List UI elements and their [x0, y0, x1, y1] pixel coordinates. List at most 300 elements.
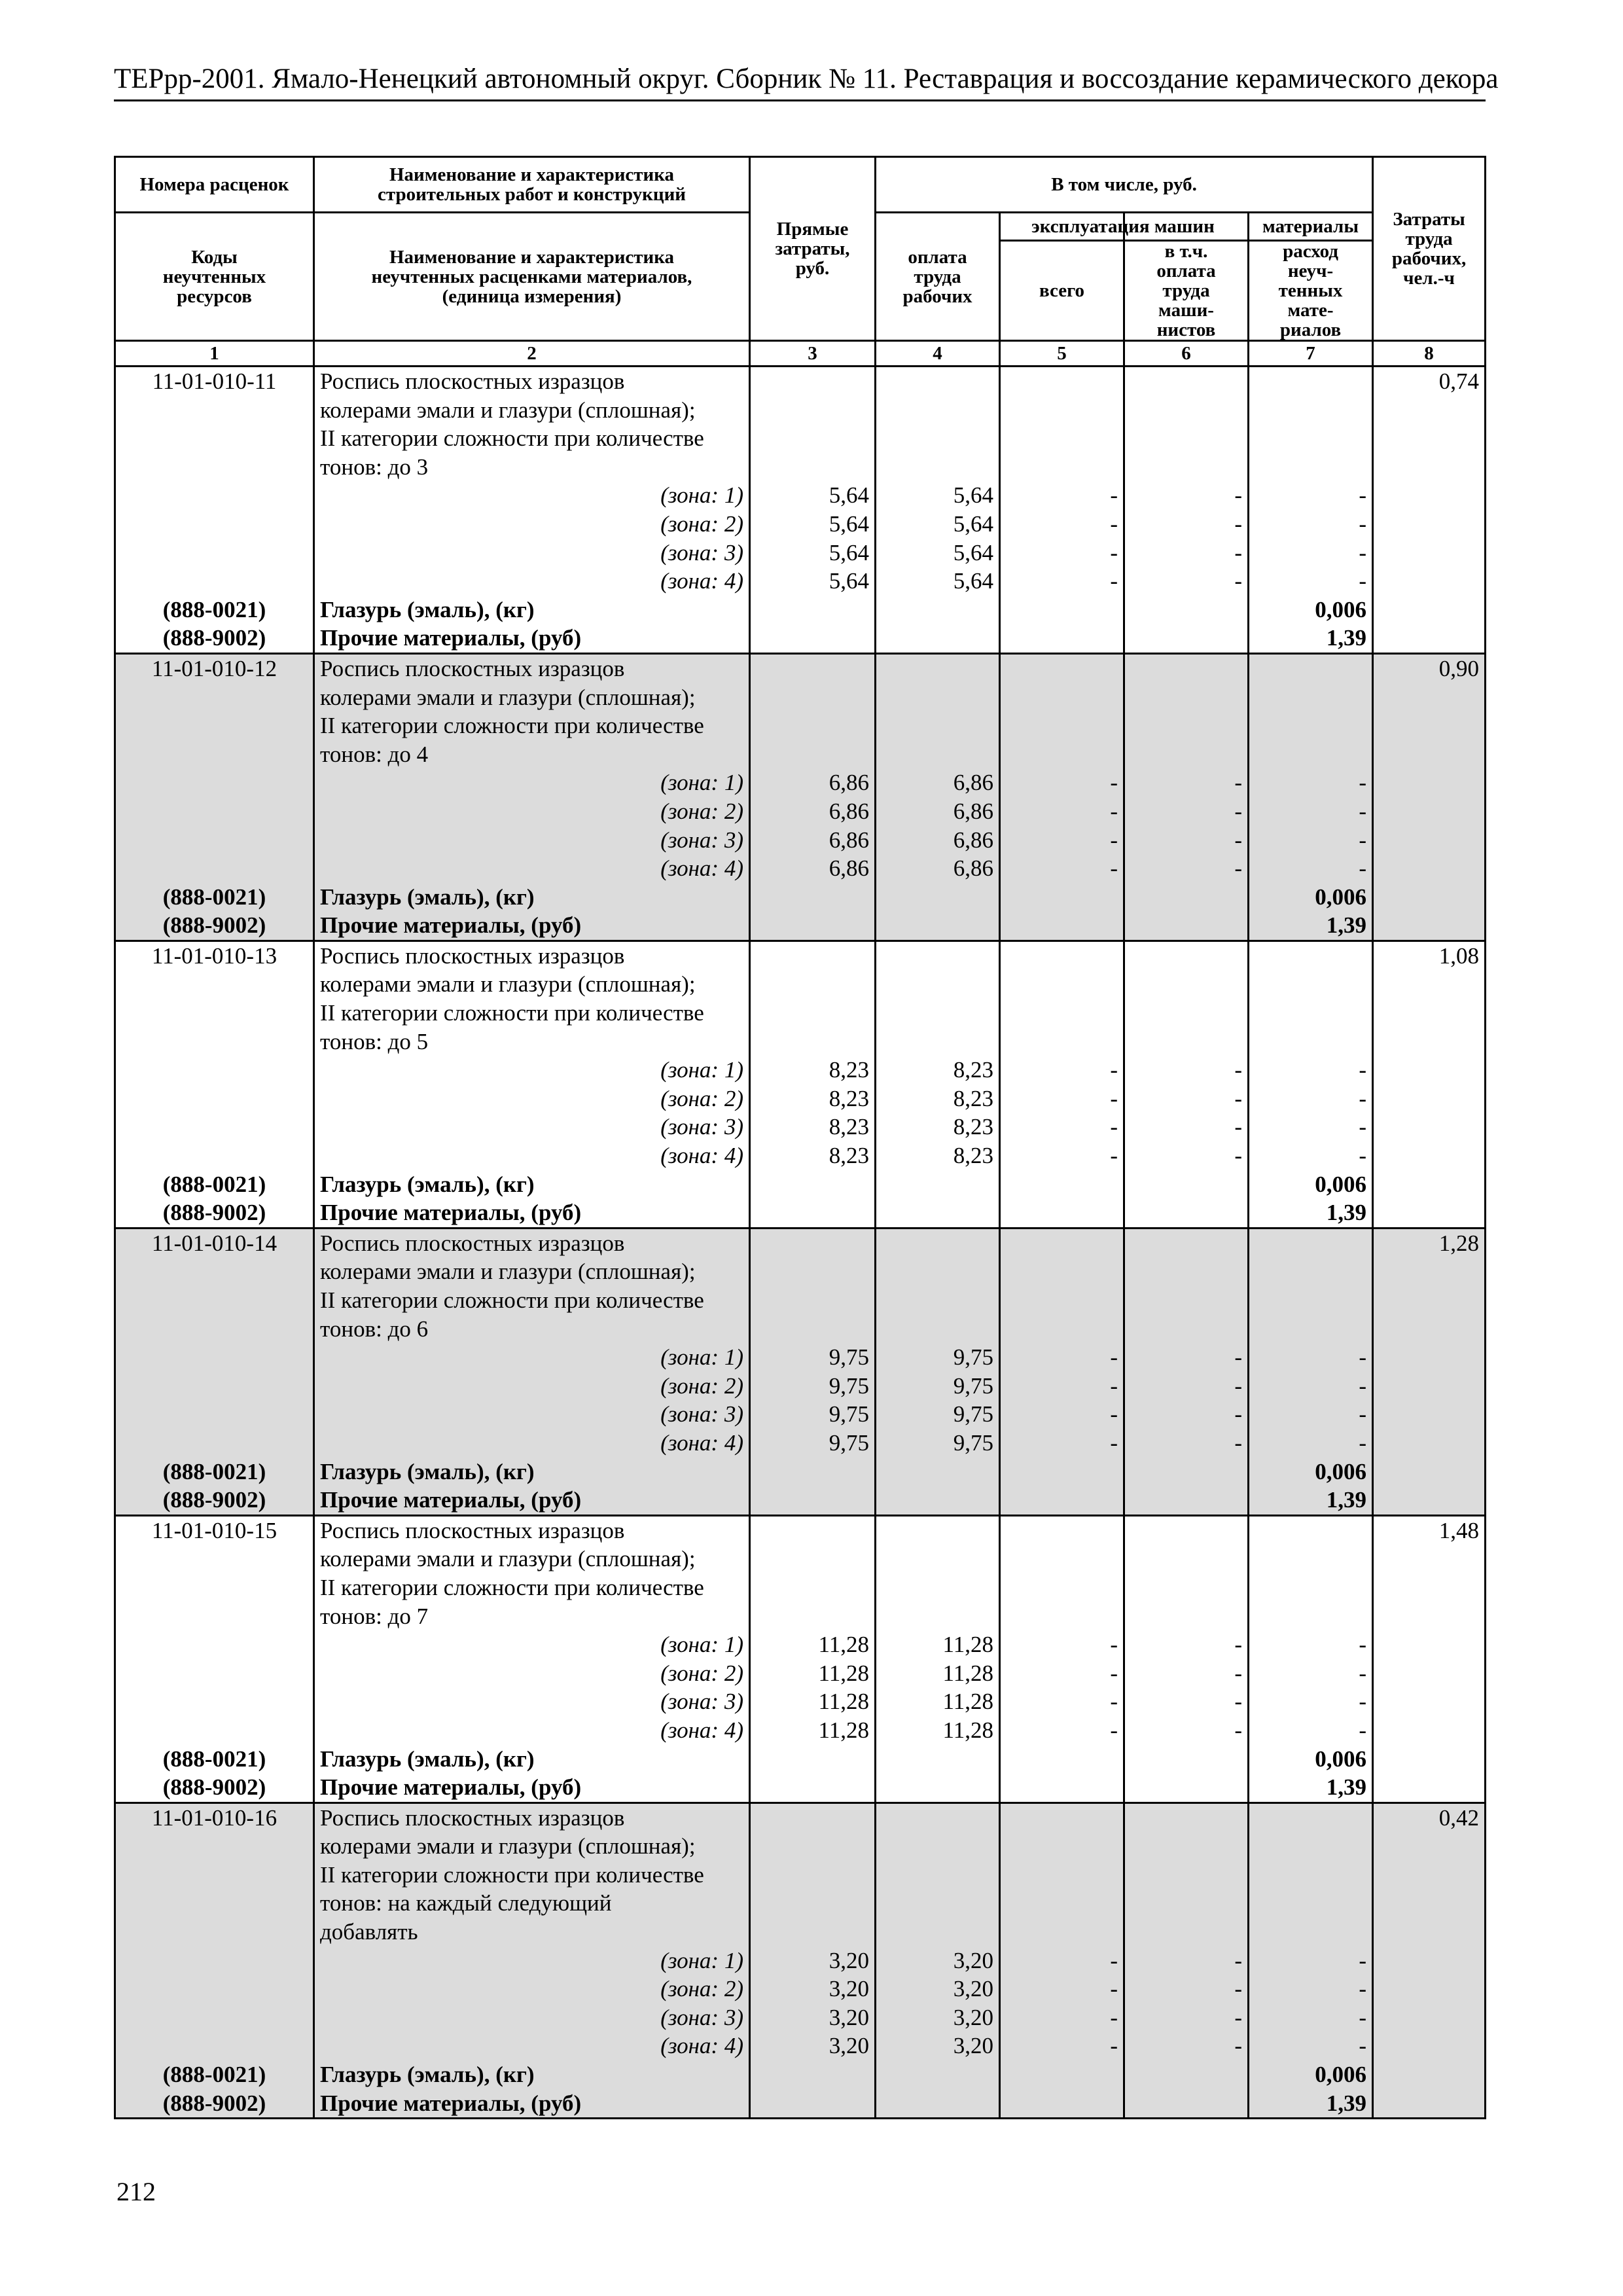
labor-cost-cell	[1373, 1228, 1486, 1515]
header-line: рабочих,	[1391, 248, 1467, 269]
header-line: ресурсов	[177, 285, 252, 307]
spacer	[1255, 1602, 1366, 1631]
machinist-pay-value: -	[1234, 770, 1242, 796]
spacer	[121, 1085, 308, 1113]
materials-usage-cell	[1249, 1803, 1373, 2119]
zone-label: (зона: 2)	[660, 1372, 743, 1399]
labor-cost-cell	[1373, 1515, 1486, 1803]
machines-header: эксплуатация машин	[1001, 213, 1245, 242]
materials-usage-value: -	[1359, 798, 1367, 824]
spacer	[121, 1918, 308, 1946]
direct-cost-value: 9,75	[829, 1344, 869, 1371]
spacer	[1255, 1545, 1366, 1573]
rate-code-cell	[115, 653, 314, 941]
labor-pay-value: 8,23	[953, 1114, 993, 1140]
spacer	[756, 970, 869, 999]
material-code: (888-0021)	[162, 884, 266, 910]
column-number: 6	[1124, 341, 1249, 367]
zone-label: (зона: 1)	[660, 1947, 743, 1973]
material-qty: 1,39	[1326, 912, 1367, 939]
machines-total-value: -	[1110, 798, 1118, 824]
materials-usage-value: -	[1359, 511, 1367, 537]
machinist-pay-value: -	[1234, 1085, 1242, 1111]
machinist-pay-value: -	[1234, 827, 1242, 853]
spacer	[882, 453, 993, 482]
materials-usage-value: -	[1359, 1114, 1367, 1140]
zone-label: (зона: 2)	[660, 1085, 743, 1111]
spacer	[756, 740, 869, 769]
machines-total-value: -	[1110, 770, 1118, 796]
materials-header: материалы	[1249, 213, 1372, 242]
spacer	[1255, 999, 1366, 1028]
spacer	[1255, 1315, 1366, 1344]
material-name: Глазурь (эмаль), (кг)	[320, 596, 535, 622]
description-line: добавлять	[320, 1919, 418, 1945]
spacer	[1006, 1257, 1118, 1286]
spacer	[756, 367, 869, 396]
spacer	[1130, 1573, 1242, 1602]
spacer	[1006, 1889, 1118, 1918]
direct-cost-value: 3,20	[829, 1976, 869, 2002]
direct-cost-value: 6,86	[829, 855, 869, 882]
direct-cost-value: 11,28	[818, 1689, 869, 1715]
spacer	[121, 1889, 308, 1918]
spacer	[1006, 711, 1118, 740]
spacer	[756, 655, 869, 683]
labor-pay-value: 6,86	[953, 770, 993, 796]
spacer	[756, 1832, 869, 1861]
header-line: Наименование и характеристика	[389, 246, 675, 268]
materials-usage-value: -	[1359, 1689, 1367, 1715]
header-line: (единица измерения)	[442, 285, 622, 307]
direct-cost-value: 5,64	[829, 539, 869, 565]
description-line: II категории сложности при количестве	[320, 1000, 704, 1026]
description-cell	[314, 367, 750, 654]
spacer	[1255, 424, 1366, 453]
labor-pay-value: 3,20	[953, 2004, 993, 2030]
column-number: 7	[1249, 341, 1373, 367]
header-line: риалов	[1279, 319, 1342, 340]
spacer	[756, 1804, 869, 1833]
spacer	[756, 999, 869, 1028]
machinist-pay-value: -	[1234, 1660, 1242, 1686]
spacer	[121, 1545, 308, 1573]
price-table	[114, 156, 1486, 2119]
spacer	[882, 367, 993, 396]
spacer	[756, 1028, 869, 1056]
machines-total-cell	[1000, 1515, 1124, 1803]
column-number: 8	[1373, 341, 1486, 367]
spacer	[121, 1716, 308, 1745]
column-number: 4	[876, 341, 1000, 367]
spacer	[1255, 1286, 1366, 1315]
machines-total-value: -	[1110, 1717, 1118, 1743]
labor-pay-value: 3,20	[953, 1947, 993, 1973]
labor-cost-value: 1,08	[1438, 942, 1480, 969]
spacer	[1006, 683, 1118, 712]
machines-total-cell	[1000, 653, 1124, 941]
labor-pay-cell	[876, 1803, 1000, 2119]
machinist-pay-value: -	[1234, 511, 1242, 537]
direct-cost-value: 11,28	[818, 1660, 869, 1686]
machinist-pay-value: -	[1234, 482, 1242, 509]
spacer	[1255, 1861, 1366, 1890]
materials-usage-value: -	[1359, 2004, 1367, 2030]
spacer	[756, 1861, 869, 1890]
spacer	[1006, 1516, 1118, 1545]
header-line: неучтенных расценками материалов,	[371, 266, 692, 287]
spacer	[1006, 1861, 1118, 1890]
spacer	[882, 1602, 993, 1631]
materials-usage-value: -	[1359, 1085, 1367, 1111]
spacer	[756, 1918, 869, 1946]
spacer	[1130, 1889, 1242, 1918]
labor-pay-value: 5,64	[953, 511, 993, 537]
description-cell	[314, 1515, 750, 1803]
material-qty: 0,006	[1315, 2062, 1367, 2088]
spacer	[1006, 1286, 1118, 1315]
spacer	[882, 1804, 993, 1833]
spacer	[121, 567, 308, 596]
spacer	[1130, 1918, 1242, 1946]
zone-label: (зона: 2)	[660, 798, 743, 824]
material-name: Прочие материалы, (руб)	[320, 2090, 582, 2116]
spacer	[882, 1516, 993, 1545]
description-cell	[314, 1228, 750, 1515]
spacer	[121, 683, 308, 712]
labor-pay-value: 8,23	[953, 1057, 993, 1083]
direct-cost-value: 11,28	[818, 1717, 869, 1743]
spacer	[756, 1545, 869, 1573]
spacer	[756, 1286, 869, 1315]
column-number: 5	[1000, 341, 1124, 367]
header-line: в т.ч.	[1164, 241, 1208, 262]
spacer	[1006, 1028, 1118, 1056]
spacer	[1130, 1028, 1242, 1056]
spacer	[756, 1889, 869, 1918]
header-line: расход	[1283, 241, 1338, 262]
spacer	[121, 1028, 308, 1056]
zone-label: (зона: 2)	[660, 1660, 743, 1686]
spacer	[882, 683, 993, 712]
materials-usage-value: -	[1359, 1429, 1367, 1456]
header-line: чел.-ч	[1403, 268, 1455, 289]
header-line: труда	[1162, 280, 1210, 301]
spacer	[121, 740, 308, 769]
spacer	[121, 424, 308, 453]
col-material-name-header	[314, 213, 750, 341]
machinist-pay-cell	[1124, 367, 1249, 654]
spacer	[121, 1343, 308, 1372]
spacer	[121, 1056, 308, 1085]
column-number: 2	[314, 341, 750, 367]
description-line: Роспись плоскостных изразцов	[320, 1804, 625, 1831]
header-line: тенных	[1278, 280, 1343, 301]
table-body	[115, 367, 1486, 2119]
labor-pay-value: 3,20	[953, 2033, 993, 2059]
material-qty: 1,39	[1326, 625, 1367, 651]
spacer	[1255, 1918, 1366, 1946]
machinist-pay-value: -	[1234, 1143, 1242, 1169]
spacer	[121, 1659, 308, 1688]
description-line: колерами эмали и глазури (сплошная);	[320, 1833, 696, 1859]
col-labor-costs-header	[1373, 157, 1486, 341]
rate-code-cell	[115, 1228, 314, 1515]
spacer	[1006, 1804, 1118, 1833]
rate-code: 11-01-010-14	[151, 1230, 277, 1256]
description-line: II категории сложности при количестве	[320, 1287, 704, 1313]
rate-code-cell	[115, 941, 314, 1228]
machinist-pay-cell	[1124, 1228, 1249, 1515]
spacer	[1006, 453, 1118, 482]
spacer	[1006, 655, 1118, 683]
description-cell	[314, 653, 750, 941]
spacer	[121, 1946, 308, 1975]
labor-pay-value: 6,86	[953, 855, 993, 882]
machines-total-value: -	[1110, 1372, 1118, 1399]
zone-label: (зона: 3)	[660, 1689, 743, 1715]
spacer	[121, 1832, 308, 1861]
labor-pay-value: 5,64	[953, 539, 993, 565]
header-line: мате-	[1287, 300, 1334, 321]
material-name: Прочие материалы, (руб)	[320, 625, 582, 651]
rate-code: 11-01-010-16	[151, 1804, 277, 1831]
machinist-pay-value: -	[1234, 1114, 1242, 1140]
materials-usage-value: -	[1359, 1344, 1367, 1371]
spacer	[1130, 424, 1242, 453]
labor-cost-value: 0,90	[1438, 655, 1480, 681]
direct-cost-cell	[750, 1803, 876, 2119]
spacer	[1255, 1516, 1366, 1545]
description-line: II категории сложности при количестве	[320, 1861, 704, 1888]
labor-pay-value: 3,20	[953, 1976, 993, 2002]
spacer	[121, 1975, 308, 2003]
zone-label: (зона: 1)	[660, 770, 743, 796]
header-line: руб.	[795, 258, 830, 279]
machinist-pay-value: -	[1234, 1344, 1242, 1371]
zone-label: (зона: 1)	[660, 1344, 743, 1371]
labor-cost-cell	[1373, 941, 1486, 1228]
col-including-header: В том числе, руб.	[876, 157, 1373, 213]
labor-cost-value: 1,28	[1438, 1230, 1480, 1256]
machines-total-value: -	[1110, 539, 1118, 565]
material-code: (888-9002)	[162, 1774, 266, 1801]
labor-pay-value: 11,28	[942, 1632, 993, 1658]
zone-label: (зона: 1)	[660, 482, 743, 509]
header-line: нистов	[1156, 319, 1216, 340]
spacer	[1006, 424, 1118, 453]
header-line: рабочих	[902, 285, 972, 307]
material-name: Глазурь (эмаль), (кг)	[320, 884, 535, 910]
direct-cost-value: 8,23	[829, 1114, 869, 1140]
material-qty: 1,39	[1326, 1774, 1367, 1801]
labor-pay-value: 9,75	[953, 1372, 993, 1399]
direct-cost-value: 6,86	[829, 798, 869, 824]
spacer	[1130, 1286, 1242, 1315]
spacer	[1006, 970, 1118, 999]
description-line: колерами эмали и глазури (сплошная);	[320, 971, 696, 997]
machines-total-value: -	[1110, 1947, 1118, 1973]
machines-total-value: -	[1110, 482, 1118, 509]
spacer	[882, 424, 993, 453]
spacer	[882, 1545, 993, 1573]
machinist-pay-value: -	[1234, 568, 1242, 594]
machinist-pay-cell	[1124, 1803, 1249, 2119]
material-name: Глазурь (эмаль), (кг)	[320, 1171, 535, 1197]
spacer	[121, 768, 308, 797]
direct-cost-cell	[750, 653, 876, 941]
rate-entry-row	[115, 941, 1486, 1228]
machines-total-value: -	[1110, 568, 1118, 594]
col-work-name-header	[314, 157, 750, 213]
spacer	[1130, 1229, 1242, 1258]
rate-entry-row	[115, 367, 1486, 654]
spacer	[121, 1573, 308, 1602]
spacer	[882, 1229, 993, 1258]
machinist-pay-value: -	[1234, 1372, 1242, 1399]
machines-total-cell	[1000, 1803, 1124, 2119]
materials-usage-value: -	[1359, 1717, 1367, 1743]
machinist-pay-value: -	[1234, 539, 1242, 565]
spacer	[1130, 1545, 1242, 1573]
spacer	[121, 1141, 308, 1170]
direct-cost-value: 3,20	[829, 2004, 869, 2030]
material-qty: 1,39	[1326, 2090, 1367, 2116]
zone-label: (зона: 3)	[660, 1401, 743, 1427]
spacer	[121, 797, 308, 826]
description-line: II категории сложности при количестве	[320, 1574, 704, 1600]
material-name: Прочие материалы, (руб)	[320, 912, 582, 939]
spacer	[1006, 942, 1118, 971]
spacer	[756, 396, 869, 425]
spacer	[1006, 999, 1118, 1028]
material-qty: 0,006	[1315, 1458, 1367, 1484]
spacer	[1006, 1229, 1118, 1258]
material-qty: 0,006	[1315, 596, 1367, 622]
zone-label: (зона: 4)	[660, 1717, 743, 1743]
spacer	[1006, 367, 1118, 396]
direct-cost-value: 9,75	[829, 1372, 869, 1399]
materials-usage-value: -	[1359, 539, 1367, 565]
machines-total-cell	[1000, 1228, 1124, 1515]
labor-cost-value: 1,48	[1438, 1517, 1480, 1543]
direct-cost-cell	[750, 1515, 876, 1803]
materials-usage-cell	[1249, 367, 1373, 654]
spacer	[121, 1429, 308, 1458]
machines-total-value: -	[1110, 2004, 1118, 2030]
spacer	[121, 1286, 308, 1315]
machines-total-value: -	[1110, 1143, 1118, 1169]
material-name: Глазурь (эмаль), (кг)	[320, 1746, 535, 1772]
rate-entry-row	[115, 1228, 1486, 1515]
col-rate-numbers-header: Номера расценок	[115, 157, 314, 213]
spacer	[882, 1832, 993, 1861]
description-line: Роспись плоскостных изразцов	[320, 1517, 625, 1543]
description-line: тонов: до 4	[320, 741, 429, 767]
spacer	[121, 1400, 308, 1429]
page-number: 212	[116, 2177, 156, 2206]
labor-pay-cell	[876, 367, 1000, 654]
direct-cost-value: 8,23	[829, 1143, 869, 1169]
spacer	[1130, 396, 1242, 425]
zone-label: (зона: 4)	[660, 855, 743, 882]
materials-usage-value: -	[1359, 1143, 1367, 1169]
material-name: Прочие материалы, (руб)	[320, 1487, 582, 1513]
labor-pay-value: 11,28	[942, 1717, 993, 1743]
machines-total-value: -	[1110, 1689, 1118, 1715]
materials-usage-value: -	[1359, 2033, 1367, 2059]
machines-total-cell	[1000, 941, 1124, 1228]
zone-label: (зона: 2)	[660, 1976, 743, 2002]
spacer	[756, 1229, 869, 1258]
header-line: оплата	[908, 246, 967, 268]
spacer	[121, 854, 308, 883]
description-line: колерами эмали и глазури (сплошная);	[320, 1259, 696, 1285]
spacer	[121, 999, 308, 1028]
description-line: колерами эмали и глазури (сплошная);	[320, 397, 696, 423]
direct-cost-value: 3,20	[829, 1947, 869, 1973]
spacer	[756, 711, 869, 740]
direct-cost-value: 5,64	[829, 511, 869, 537]
labor-pay-value: 5,64	[953, 482, 993, 509]
page-header: ТЕРрр-2001. Ямало-Ненецкий автономный округ. Сборник № 11. Реставрация и воссоздание керамического декора	[114, 60, 1486, 101]
spacer	[1255, 942, 1366, 971]
machines-total-value: -	[1110, 827, 1118, 853]
spacer	[1255, 1229, 1366, 1258]
spacer	[1255, 1028, 1366, 1056]
machinist-pay-value: -	[1234, 1947, 1242, 1973]
zone-label: (зона: 3)	[660, 1114, 743, 1140]
spacer	[882, 942, 993, 971]
materials-usage-value: -	[1359, 482, 1367, 509]
labor-pay-cell	[876, 941, 1000, 1228]
spacer	[121, 1257, 308, 1286]
labor-pay-value: 9,75	[953, 1401, 993, 1427]
spacer	[1130, 1602, 1242, 1631]
material-qty: 1,39	[1326, 1200, 1367, 1226]
labor-cost-cell	[1373, 653, 1486, 941]
material-qty: 0,006	[1315, 1746, 1367, 1772]
spacer	[121, 2003, 308, 2032]
material-code: (888-9002)	[162, 625, 266, 651]
spacer	[1006, 1573, 1118, 1602]
spacer	[1006, 396, 1118, 425]
materials-usage-value: -	[1359, 855, 1367, 882]
machinist-pay-value: -	[1234, 855, 1242, 882]
labor-pay-value: 11,28	[942, 1689, 993, 1715]
spacer	[1255, 453, 1366, 482]
direct-cost-value: 9,75	[829, 1429, 869, 1456]
spacer	[882, 740, 993, 769]
spacer	[121, 396, 308, 425]
labor-cost-value: 0,42	[1438, 1804, 1480, 1831]
material-code: (888-9002)	[162, 1487, 266, 1513]
materials-usage-value: -	[1359, 1947, 1367, 1973]
material-name: Прочие материалы, (руб)	[320, 1774, 582, 1801]
rate-code: 11-01-010-11	[152, 368, 277, 394]
machinist-pay-value: -	[1234, 1689, 1242, 1715]
spacer	[1130, 683, 1242, 712]
spacer	[1255, 367, 1366, 396]
spacer	[882, 1918, 993, 1946]
labor-pay-value: 9,75	[953, 1344, 993, 1371]
description-line: тонов: до 5	[320, 1028, 429, 1054]
spacer	[1130, 453, 1242, 482]
material-code: (888-0021)	[162, 2062, 266, 2088]
spacer	[121, 711, 308, 740]
spacer	[882, 970, 993, 999]
machines-total-value: -	[1110, 511, 1118, 537]
